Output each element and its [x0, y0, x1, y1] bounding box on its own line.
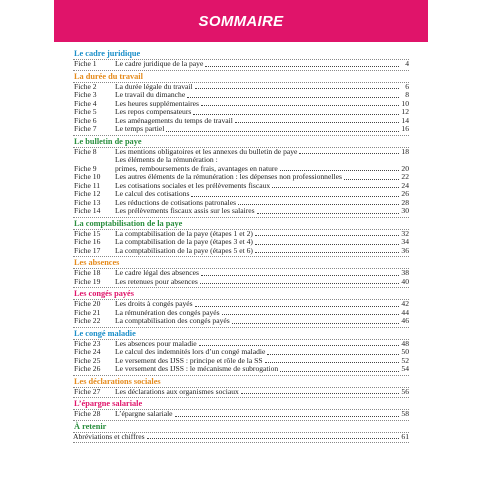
section-heading: La durée du travail — [73, 71, 409, 83]
fiche-number: Fiche 27 — [74, 386, 101, 396]
fiche-number: Fiche 16 — [74, 237, 101, 246]
dot-leader — [175, 416, 399, 417]
dot-leader — [235, 122, 399, 123]
toc-entry[interactable] — [73, 365, 409, 374]
toc-entry[interactable] — [73, 317, 409, 326]
page-number: 8 — [405, 90, 409, 99]
page-number: 6 — [405, 81, 409, 91]
fiche-number: Fiche 25 — [74, 355, 101, 365]
fiche-number: Fiche 13 — [74, 197, 101, 207]
dot-leader — [187, 97, 399, 98]
page-number: 52 — [401, 355, 409, 365]
page-number: 36 — [401, 245, 409, 255]
entry-title: Le cadre juridique de la paye — [115, 59, 204, 68]
entry-title: Les autres éléments de la rémunération : les dépenses non professionnelles — [115, 172, 342, 181]
page-number: 38 — [401, 268, 409, 277]
dot-leader — [232, 323, 399, 324]
entry-title: Les réductions de cotisations patronales — [115, 197, 237, 207]
dot-leader — [299, 153, 399, 154]
entry-title: Le calcul des cotisations — [115, 189, 190, 198]
page-number: 28 — [401, 197, 409, 207]
entry-title: Les heures supplémentaires — [115, 98, 199, 108]
entry-title: La rémunération des congés payés — [115, 307, 220, 317]
entry-title: Le versement des IJSS : principe et rôle de la SS — [115, 355, 263, 365]
entry-title: La comptabilisation des congés payés — [115, 316, 230, 325]
entry-title: La comptabilisation de la paye (étapes 1 et 2) — [115, 228, 253, 238]
entry-title: Le cadre légal des absences — [115, 268, 199, 277]
toc-entry[interactable] — [73, 207, 409, 216]
section-heading: Les déclarations sociales — [73, 376, 409, 388]
dot-leader — [255, 252, 399, 253]
fiche-number: Fiche 26 — [74, 364, 101, 373]
entry-title: Les cotisations sociales et les prélèvements fiscaux — [115, 180, 271, 190]
fiche-number: Fiche 7 — [74, 124, 97, 133]
entry-title: Le travail du dimanche — [115, 90, 186, 99]
toc-entry[interactable] — [73, 247, 409, 256]
entry-title: Abréviations et chiffres — [73, 431, 145, 441]
toc-entry[interactable] — [73, 388, 409, 397]
fiche-number: Fiche 15 — [74, 228, 101, 238]
page-number: 58 — [401, 409, 409, 418]
page-number: 44 — [401, 307, 409, 317]
page-number: 18 — [401, 146, 409, 156]
fiche-number: Fiche 28 — [74, 409, 101, 418]
section-heading: Le cadre juridique — [73, 48, 409, 60]
toc-section — [73, 136, 409, 218]
entry-title: La comptabilisation de la paye (étapes 5 et 6) — [115, 245, 253, 255]
toc-entry[interactable] — [73, 156, 409, 173]
entry-title: La durée légale du travail — [115, 81, 193, 91]
fiche-number: Fiche 8 — [74, 146, 97, 156]
dot-leader — [255, 235, 399, 236]
fiche-number: Fiche 6 — [74, 115, 97, 125]
entry-title: Les retenues pour absences — [115, 276, 198, 286]
fiche-number: Fiche 19 — [74, 276, 101, 286]
toc-section — [73, 71, 409, 136]
section-heading: Le bulletin de paye — [73, 136, 409, 148]
toc-section — [73, 48, 409, 71]
page-number: 16 — [401, 124, 409, 133]
page-number: 24 — [401, 180, 409, 190]
entry-title: L’épargne salariale — [115, 409, 173, 418]
toc-entry[interactable] — [73, 60, 409, 69]
dot-leader — [191, 196, 399, 197]
page-number: 54 — [401, 364, 409, 373]
fiche-number: Fiche 21 — [74, 307, 101, 317]
page-number: 20 — [401, 163, 409, 173]
toc-section — [73, 398, 409, 421]
dot-leader — [195, 88, 399, 89]
dot-leader — [200, 283, 399, 284]
entry-title: Les droits à congés payés — [115, 299, 193, 308]
dot-leader — [166, 131, 399, 132]
page-number: 10 — [401, 98, 409, 108]
dot-leader — [195, 306, 399, 307]
page-number: 32 — [401, 228, 409, 238]
toc-entry[interactable] — [73, 410, 409, 419]
page-number: 30 — [401, 206, 409, 215]
entry-title: La comptabilisation de la paye (étapes 3 et 4) — [115, 237, 253, 246]
dot-leader — [265, 362, 399, 363]
page-number: 61 — [401, 431, 409, 441]
page-title: SOMMAIRE — [198, 12, 284, 30]
fiche-number: Fiche 22 — [74, 316, 101, 325]
toc-section — [73, 257, 409, 288]
entry-title: Le calcul des indemnités lors d’un congé maladie — [115, 347, 266, 356]
fiche-number: Fiche 24 — [74, 347, 101, 356]
page-number: 46 — [401, 316, 409, 325]
entry-title: Le versement des IJSS : le mécanisme de subrogation — [115, 364, 279, 373]
dot-leader — [272, 187, 399, 188]
fiche-number: Fiche 4 — [74, 98, 97, 108]
toc-section — [73, 376, 409, 399]
section-heading: Le congé maladie — [73, 328, 409, 340]
toc-entry[interactable] — [73, 278, 409, 287]
fiche-number: Fiche 18 — [74, 268, 101, 277]
toc-section — [73, 218, 409, 258]
fiche-number: Fiche 20 — [74, 299, 101, 308]
dot-leader — [344, 179, 399, 180]
page-number: 26 — [401, 189, 409, 198]
page-number: 42 — [401, 299, 409, 308]
fiche-number: Fiche 10 — [74, 172, 101, 181]
fiche-number: Fiche 1 — [74, 59, 97, 68]
section-heading: Les absences — [73, 257, 409, 269]
dot-leader — [267, 354, 399, 355]
section-heading: L’épargne salariale — [73, 398, 409, 410]
entry-title: Les mentions obligatoires et les annexes du bulletin de paye — [115, 146, 298, 156]
fiche-number: Fiche 17 — [74, 245, 101, 255]
entry-title: Les éléments de la rémunération : — [115, 155, 218, 164]
fiche-number: Fiche 12 — [74, 189, 101, 198]
toc-section — [73, 328, 409, 376]
section-heading: La comptabilisation de la paye — [73, 218, 409, 230]
section-heading: À retenir — [73, 421, 409, 433]
dot-leader — [257, 213, 399, 214]
entry-title: Les prélèvements fiscaux assis sur les salaires — [115, 206, 255, 215]
fiche-number: Fiche 11 — [74, 180, 101, 190]
dot-leader — [205, 66, 399, 67]
page-number: 12 — [401, 107, 409, 116]
section-heading: Les congés payés — [73, 288, 409, 300]
section-divider — [73, 442, 409, 443]
entry-title: Les absences pour maladie — [115, 338, 197, 348]
page-number: 34 — [401, 237, 409, 246]
page-number: 22 — [401, 172, 409, 181]
fiche-number: Fiche 9 — [74, 163, 97, 173]
entry-title: Le temps partiel — [115, 124, 165, 133]
page-number: 50 — [401, 347, 409, 356]
dot-leader — [238, 204, 399, 205]
page-number: 56 — [401, 386, 409, 396]
entry-title: Les aménagements du temps de travail — [115, 115, 233, 125]
entry-title: Les repos compensateurs — [115, 107, 192, 116]
toc-section — [73, 288, 409, 328]
table-of-contents — [73, 48, 409, 443]
dot-leader — [199, 345, 399, 346]
toc-entry[interactable] — [73, 125, 409, 134]
dot-leader — [222, 314, 399, 315]
dot-leader — [255, 244, 399, 245]
dot-leader — [147, 438, 399, 439]
fiche-number: Fiche 3 — [74, 90, 97, 99]
fiche-number: Fiche 5 — [74, 107, 97, 116]
page-number: 14 — [401, 115, 409, 125]
entry-title: primes, remboursements de frais, avantages en nature — [115, 163, 278, 173]
toc-section — [73, 421, 409, 444]
page-number: 40 — [401, 276, 409, 286]
page-number: 4 — [405, 59, 409, 68]
fiche-number: Fiche 23 — [74, 338, 101, 348]
fiche-number: Fiche 14 — [74, 206, 101, 215]
dot-leader — [280, 371, 399, 372]
dot-leader — [193, 114, 399, 115]
fiche-number: Fiche 2 — [74, 81, 97, 91]
toc-entry[interactable] — [73, 433, 409, 442]
dot-leader — [241, 393, 399, 394]
dot-leader — [280, 170, 399, 171]
dot-leader — [201, 105, 399, 106]
entry-title: Les déclarations aux organismes sociaux — [115, 386, 239, 396]
header-banner — [54, 0, 428, 42]
page-number: 48 — [401, 338, 409, 348]
dot-leader — [201, 275, 399, 276]
